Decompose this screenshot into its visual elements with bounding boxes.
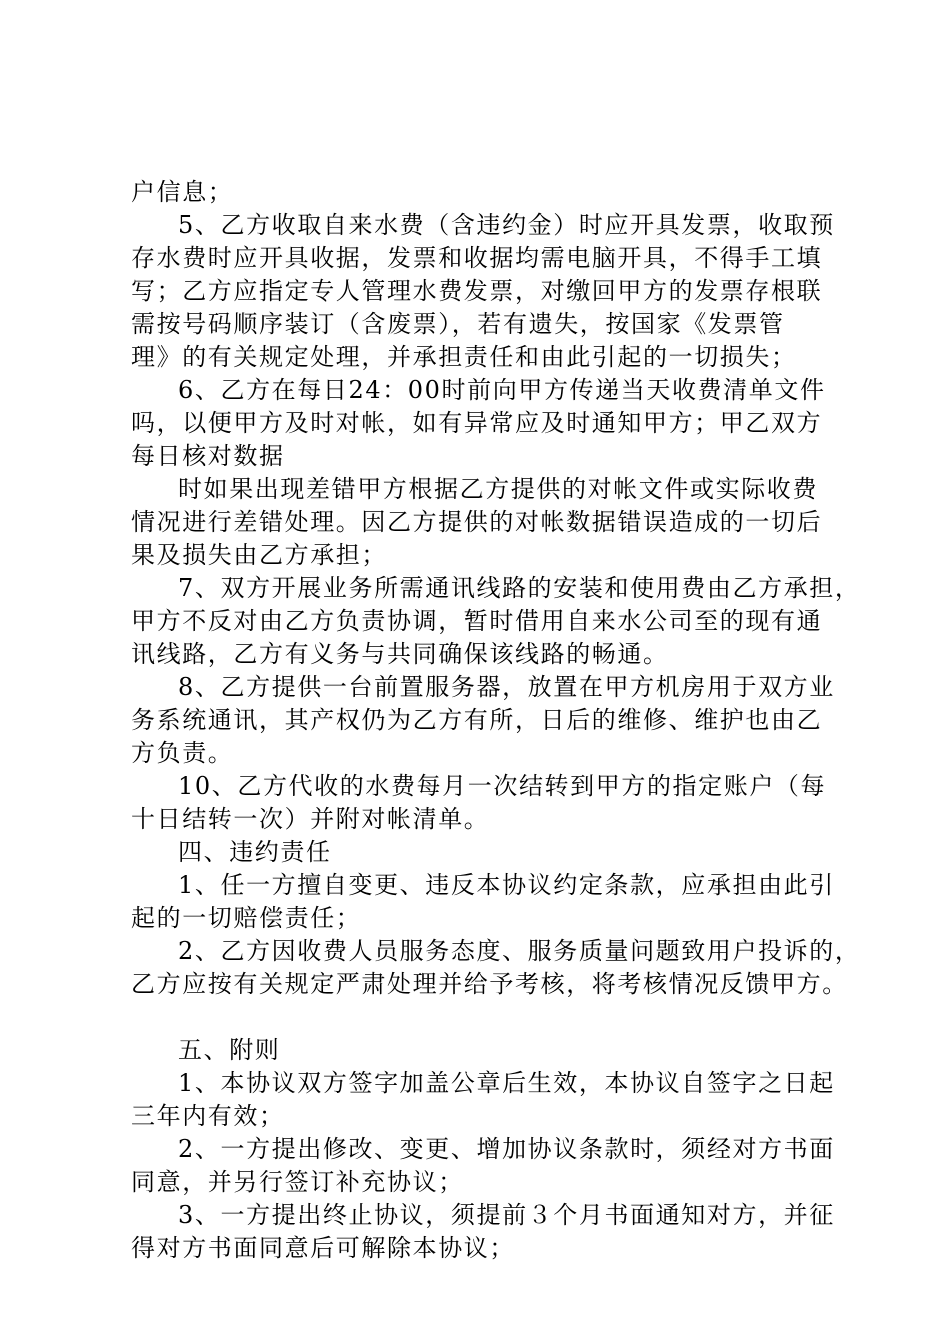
text-line: 1、任一方擅自变更、违反本协议约定条款，应承担由此引 [178, 871, 835, 899]
text-line: 得对方书面同意后可解除本协议； [131, 1234, 515, 1262]
text-line: 果及损失由乙方承担； [131, 541, 387, 569]
text-line: 7、双方开展业务所需通讯线路的安装和使用费由乙方承担， [178, 574, 861, 602]
text-line: 户信息； [131, 178, 234, 206]
text-line: 讯线路，乙方有义务与共同确保该线路的畅通。 [131, 640, 669, 668]
text-line: 三年内有效； [131, 1102, 285, 1130]
text-line: 8、乙方提供一台前置服务器，放置在甲方机房用于双方业 [178, 673, 835, 701]
text-line: 起的一切赔偿责任； [131, 904, 362, 932]
text-line: 6、乙方在每日24：00时前向甲方传递当天收费清单文件 [178, 376, 826, 404]
text-line: 同意，并另行签订补充协议； [131, 1168, 464, 1196]
text-line: 1、本协议双方签字加盖公章后生效，本协议自签字之日起 [178, 1069, 835, 1097]
text-line: 需按号码顺序装订（含废票），若有遗失，按国家《发票管 [131, 310, 785, 338]
text-line: 理》的有关规定处理，并承担责任和由此引起的一切损失； [131, 343, 797, 371]
text-line: 2、一方提出修改、变更、增加协议条款时，须经对方书面 [178, 1135, 835, 1163]
text-line: 务系统通讯，其产权仍为乙方有所，日后的维修、维护也由乙 [131, 706, 823, 734]
text-line: 情况进行差错处理。因乙方提供的对帐数据错误造成的一切后 [131, 508, 823, 536]
text-line: 每日核对数据 [131, 442, 285, 470]
text-line: 3、一方提出终止协议，须提前３个月书面通知对方，并征 [178, 1201, 835, 1229]
text-line: 5、乙方收取自来水费（含违约金）时应开具发票，收取预 [178, 211, 835, 239]
text-line: 写；乙方应指定专人管理水费发票，对缴回甲方的发票存根联 [131, 277, 823, 305]
text-line: 十日结转一次）并附对帐清单。 [131, 805, 490, 833]
section-heading: 四、违约责任 [178, 838, 332, 866]
text-line: 10、乙方代收的水费每月一次结转到甲方的指定账户（每 [178, 772, 827, 800]
text-line: 方负责。 [131, 739, 234, 767]
text-line: 乙方应按有关规定严肃处理并给予考核，将考核情况反馈甲方。 [131, 970, 848, 998]
section-heading: 五、附则 [178, 1036, 281, 1064]
text-line: 存水费时应开具收据，发票和收据均需电脑开具，不得手工填 [131, 244, 823, 272]
text-line: 2、乙方因收费人员服务态度、服务质量问题致用户投诉的， [178, 937, 861, 965]
text-line: 时如果出现差错甲方根据乙方提供的对帐文件或实际收费 [178, 475, 818, 503]
text-line: 吗，以便甲方及时对帐，如有异常应及时通知甲方；甲乙双方 [131, 409, 823, 437]
text-line: 甲方不反对由乙方负责协调，暂时借用自来水公司至的现有通 [131, 607, 823, 635]
